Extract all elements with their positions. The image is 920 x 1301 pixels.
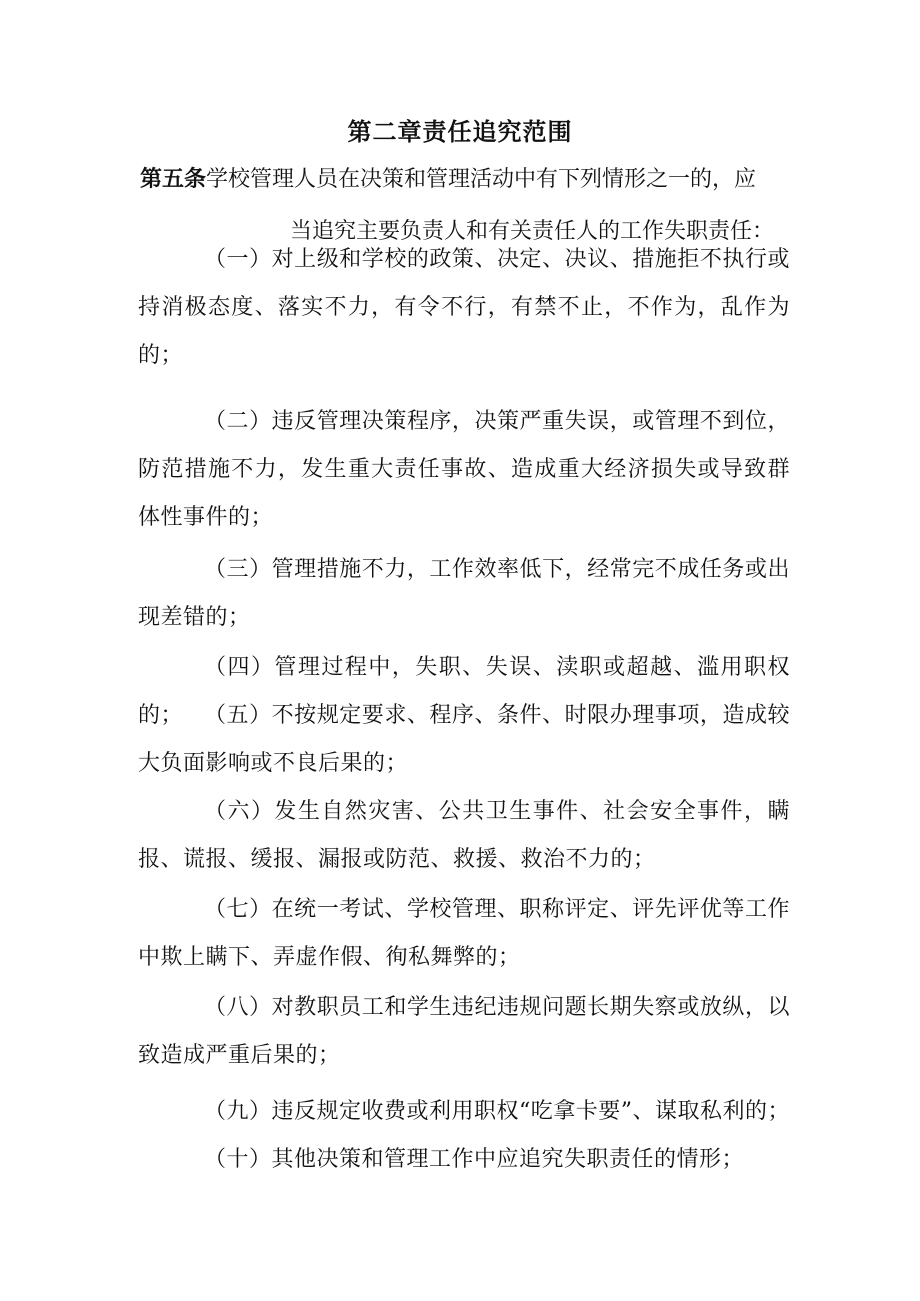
item-2: （二）违反管理决策程序，决策严重失误，或管理不到位，防范措施不力，发生重大责任事故、造成重大经济损失或导致群体性事件的；: [138, 409, 790, 530]
item-10: （十）其他决策和管理工作中应追究失职责任的情形；: [204, 1147, 745, 1172]
chapter-title: 第二章责任追究范围: [347, 117, 573, 146]
item-3: （三）管理措施不力，工作效率低下，经常完不成任务或出现差错的；: [138, 557, 790, 630]
article-5-continuation: 当追究主要负责人和有关责任人的工作失职责任：: [290, 219, 775, 244]
item-7: （七）在统一考试、学校管理、职称评定、评先评优等工作中欺上瞒下、弄虚作假、徇私舞弊的；: [138, 897, 790, 970]
article-5-lead-text: 学校管理人员在决策和管理活动中有下列情形之一的，应: [206, 167, 757, 192]
article-5-label: 第五条: [140, 167, 207, 192]
item-8: （八）对教职员工和学生违纪违规问题长期失察或放纵，以致造成严重后果的；: [138, 995, 790, 1068]
item-5: （五）不按规定要求、程序、条件、时限办理事项，造成较大负面影响或不良后果的；: [138, 703, 790, 776]
article-5-heading: [140, 160, 800, 200]
item-6: （六）发生自然灾害、公共卫生事件、社会安全事件，瞒报、谎报、缓报、漏报或防范、救援、救治不力的；: [138, 799, 790, 872]
item-4: （四）管理过程中，失职、失误、渎职或超越、滥用职权的；: [138, 655, 790, 728]
item-9: （九）违反规定收费或利用职权“吃拿卡要”、谋取私利的；: [204, 1099, 790, 1124]
item-1: （一）对上级和学校的政策、决定、决议、措施拒不执行或持消极态度、落实不力，有令不行，有禁不止，不作为，乱作为的；: [138, 247, 790, 368]
